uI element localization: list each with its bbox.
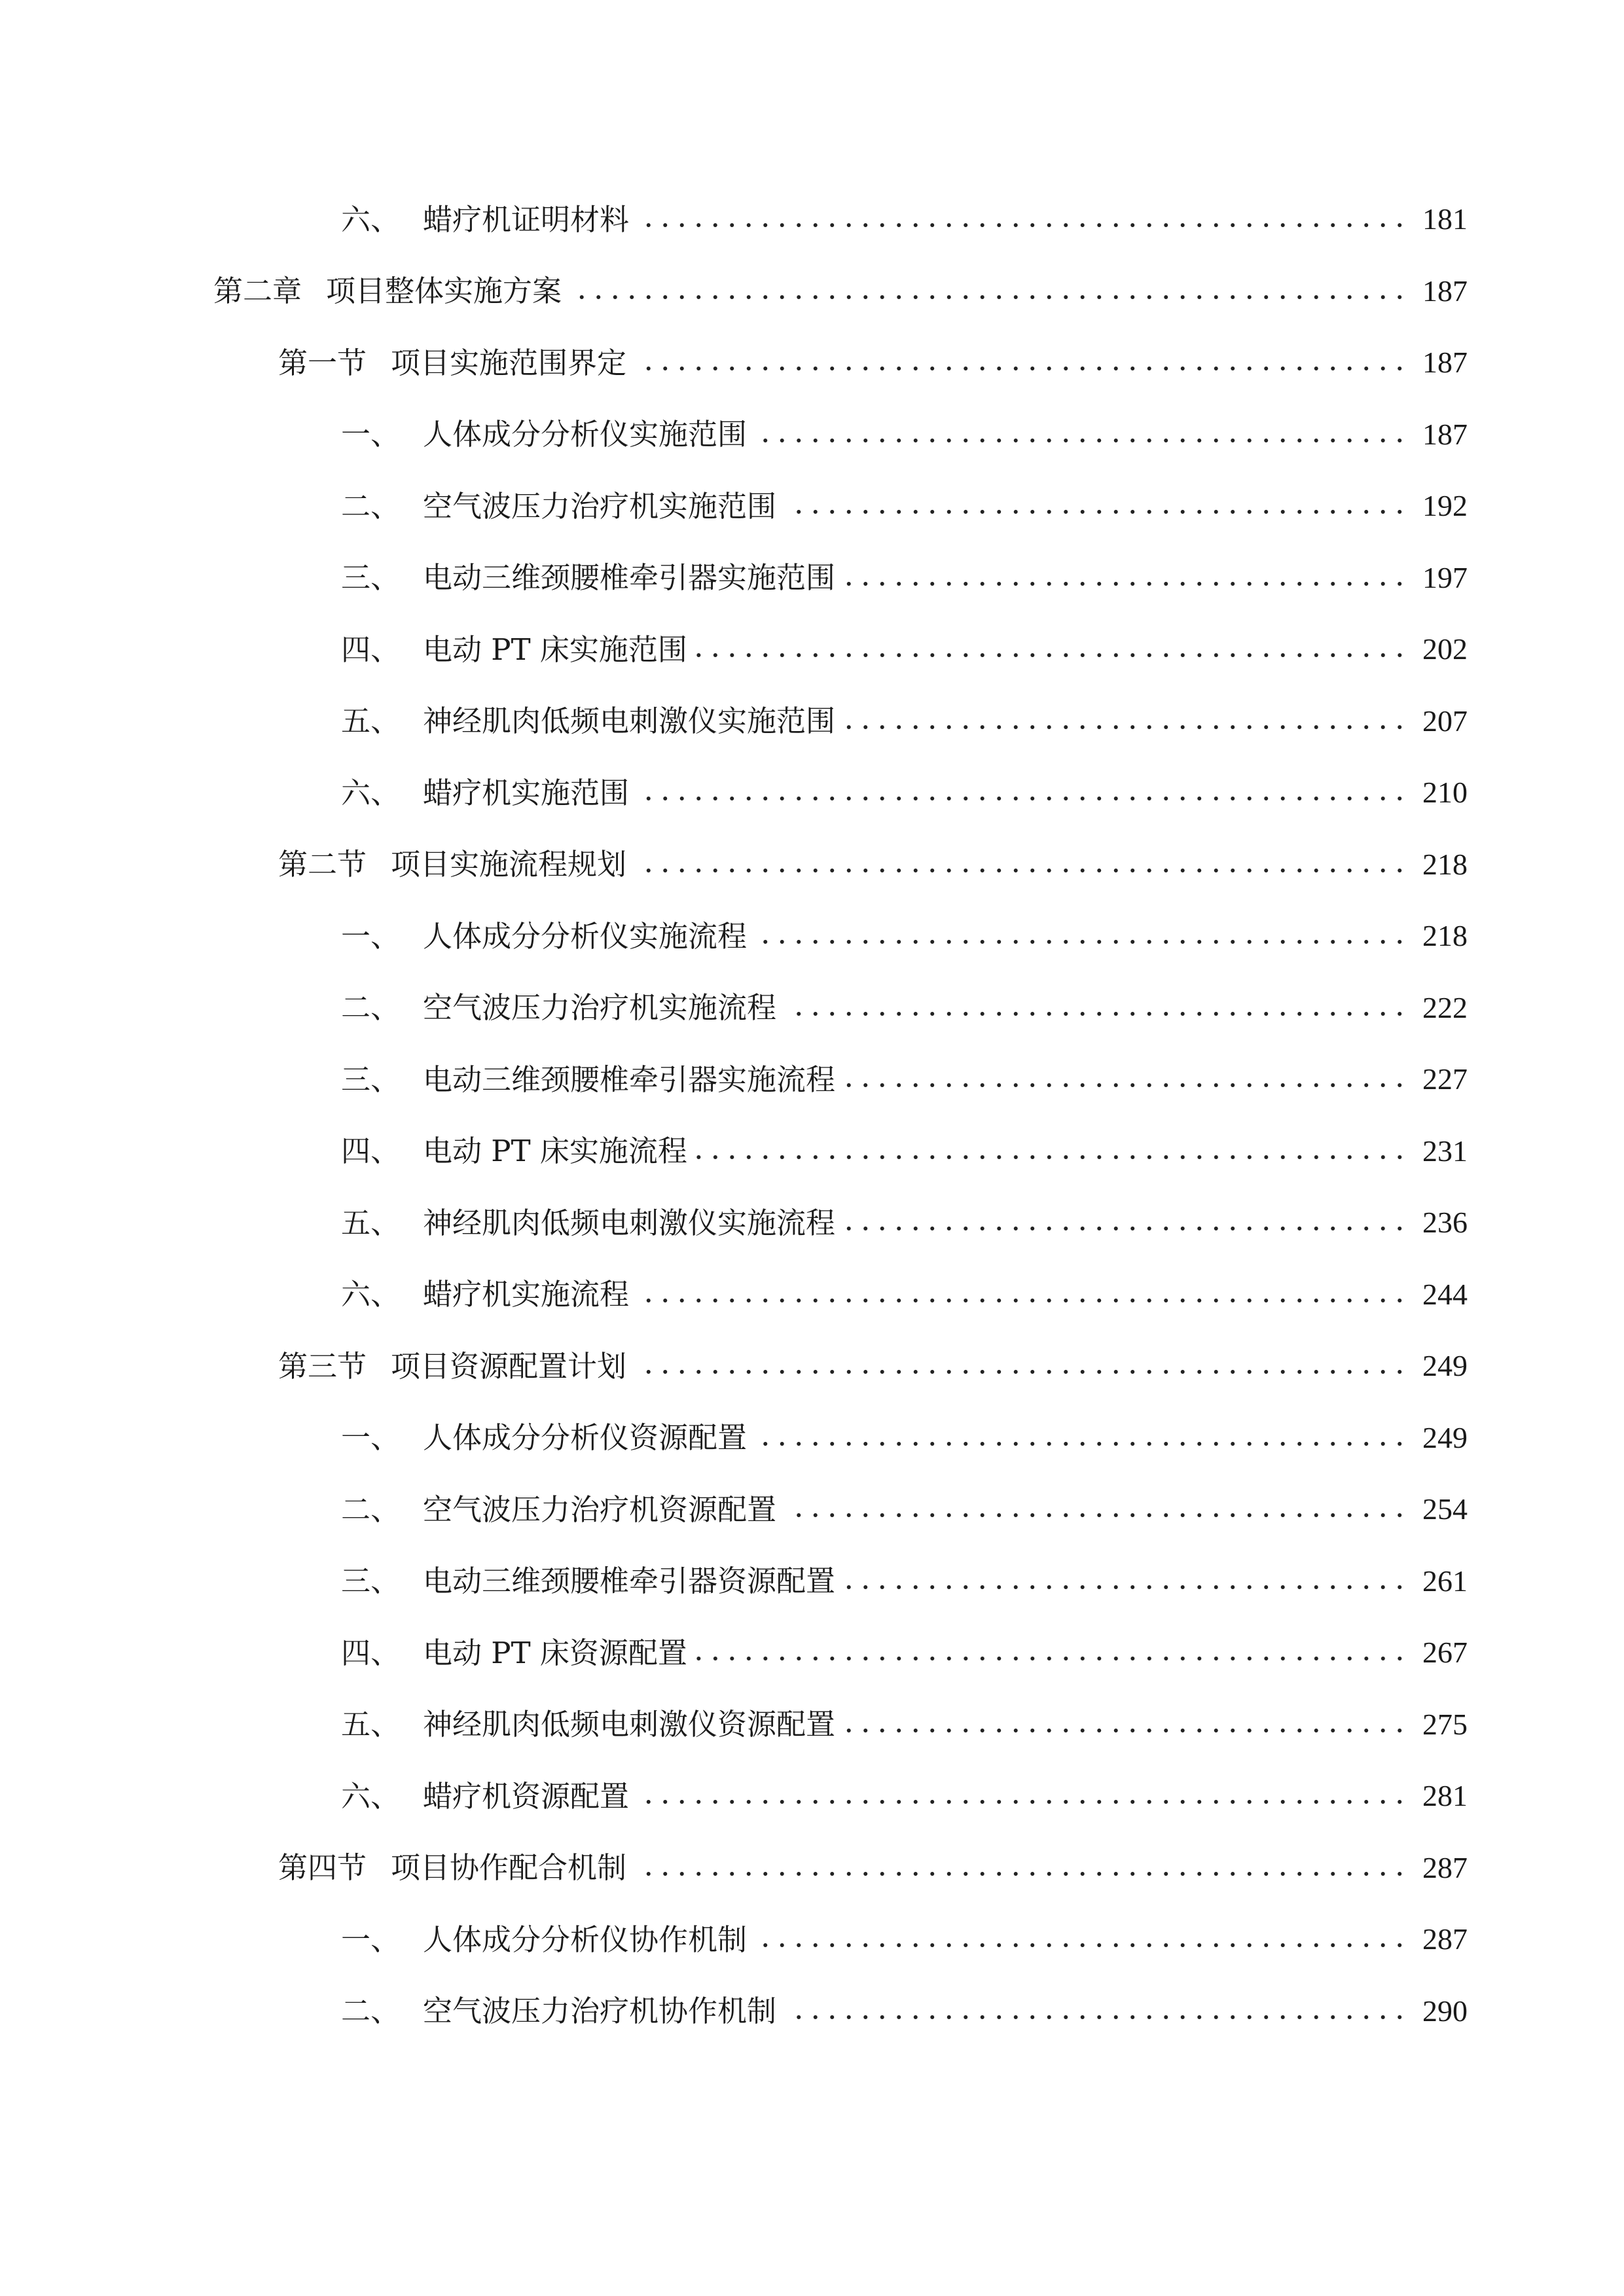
toc-entry[interactable]: [341, 770, 1468, 816]
toc-page-number: 267: [1422, 1636, 1468, 1669]
toc-page-number: 254: [1422, 1492, 1468, 1526]
toc-entry-number: 二、: [341, 1994, 401, 2028]
toc-entry-number: 二、: [341, 1492, 401, 1527]
toc-entry-title: 项目协作配合机制: [391, 1850, 627, 1885]
toc-entry-title: 神经肌肉低频电刺激仪实施范围: [423, 704, 836, 738]
toc-entry-number: 一、: [341, 1420, 401, 1455]
toc-entry-number: 六、: [341, 1778, 401, 1814]
toc-dot-leader: [844, 1224, 1408, 1233]
toc-entry[interactable]: [341, 698, 1468, 744]
toc-page-number: 202: [1422, 632, 1468, 666]
toc-page-number: 210: [1422, 776, 1468, 809]
toc-entry[interactable]: [341, 555, 1468, 601]
toc-entry[interactable]: [341, 1128, 1468, 1174]
toc-entry-title: 空气波压力治疗机协作机制: [423, 1994, 777, 2028]
toc-dot-leader: [756, 1439, 1408, 1448]
toc-entry-title: 人体成分分析仪实施流程: [423, 918, 748, 954]
toc-dot-leader: [638, 221, 1408, 230]
toc-page-number: 187: [1422, 417, 1468, 451]
toc-page-number: 287: [1422, 1922, 1468, 1956]
toc-dot-leader: [638, 794, 1408, 803]
toc-entry-number: 五、: [341, 1205, 401, 1240]
toc-entry-title: 电动三维颈腰椎牵引器资源配置: [423, 1564, 836, 1598]
toc-entry-number: 第四节: [278, 1850, 367, 1885]
toc-dot-leader: [785, 1009, 1408, 1018]
toc-entry[interactable]: [341, 1630, 1468, 1676]
toc-entry-number: 五、: [341, 1707, 401, 1742]
toc-entry[interactable]: [341, 1558, 1468, 1604]
toc-dot-leader: [638, 1296, 1408, 1305]
toc-dot-leader: [636, 1869, 1408, 1878]
toc-page-number: 290: [1422, 1994, 1468, 2028]
toc-page-number: 207: [1422, 704, 1468, 738]
toc-dot-leader: [844, 579, 1408, 588]
toc-entry-number: 五、: [341, 704, 401, 738]
toc-entry[interactable]: [341, 412, 1468, 457]
toc-entry-title: 蜡疗机资源配置: [423, 1778, 630, 1814]
toc-entry-number: 四、: [341, 632, 401, 667]
toc-entry-number: 六、: [341, 775, 401, 810]
toc-entry-title: 项目实施流程规划: [391, 847, 627, 882]
toc-page-number: 222: [1422, 990, 1468, 1024]
toc-entry[interactable]: [341, 1272, 1468, 1318]
toc-dot-leader: [636, 364, 1408, 373]
toc-entry-number: 一、: [341, 417, 401, 452]
toc-dot-leader: [636, 1367, 1408, 1376]
toc-entry-number: 四、: [341, 1134, 401, 1168]
toc-entry-number: 六、: [341, 1277, 401, 1312]
toc-page-number: 231: [1422, 1134, 1468, 1168]
toc-entry-number: 第一节: [278, 345, 367, 380]
toc-page-number: 249: [1422, 1420, 1468, 1454]
toc-entry-number: 一、: [341, 1922, 401, 1957]
toc-dot-leader: [844, 1726, 1408, 1735]
toc-entry-title: 蜡疗机实施流程: [423, 1277, 630, 1312]
toc-entry[interactable]: [278, 1845, 1468, 1891]
toc-page-number: 197: [1422, 560, 1468, 594]
toc-entry-title: 电动 PT 床实施范围: [423, 632, 687, 667]
toc-entry-number: 第二章: [213, 274, 302, 308]
toc-entry-title: 人体成分分析仪实施范围: [423, 417, 748, 452]
toc-dot-leader: [756, 436, 1408, 445]
toc-entry[interactable]: [341, 1773, 1468, 1819]
toc-entry-title: 电动三维颈腰椎牵引器实施范围: [423, 560, 836, 595]
toc-page-number: 181: [1422, 202, 1468, 236]
toc-page-number: 244: [1422, 1277, 1468, 1311]
toc-entry-number: 六、: [341, 202, 401, 237]
toc-dot-leader: [571, 293, 1408, 302]
toc-entry-title: 电动 PT 床资源配置: [423, 1635, 687, 1670]
toc-dot-leader: [844, 1081, 1408, 1090]
toc-entry-number: 二、: [341, 488, 401, 524]
toc-dot-leader: [756, 1941, 1408, 1950]
toc-entry-title: 项目实施范围界定: [391, 345, 627, 380]
toc-entry-title: 项目整体实施方案: [326, 274, 562, 308]
toc-entry-title: 空气波压力治疗机资源配置: [423, 1492, 777, 1527]
toc-dot-leader: [696, 651, 1408, 660]
toc-entry[interactable]: [341, 913, 1468, 959]
toc-entry-number: 三、: [341, 560, 401, 595]
toc-dot-leader: [785, 1511, 1408, 1520]
toc-page-number: 281: [1422, 1779, 1468, 1812]
toc-dot-leader: [756, 937, 1408, 946]
toc-dot-leader: [785, 507, 1408, 516]
toc-entry[interactable]: [278, 340, 1468, 386]
toc-entry[interactable]: [341, 1200, 1468, 1246]
toc-page-number: 192: [1422, 489, 1468, 522]
toc-entry[interactable]: [341, 985, 1468, 1031]
toc-entry-title: 神经肌肉低频电刺激仪实施流程: [423, 1205, 836, 1240]
toc-entry[interactable]: [341, 1486, 1468, 1532]
toc-page-number: 236: [1422, 1206, 1468, 1239]
toc-entry[interactable]: [341, 1916, 1468, 1962]
toc-page-number: 187: [1422, 346, 1468, 379]
toc-entry-number: 第三节: [278, 1348, 367, 1384]
toc-entry-number: 三、: [341, 1062, 401, 1097]
toc-page-number: 218: [1422, 847, 1468, 881]
toc-entry-number: 二、: [341, 990, 401, 1025]
toc-entry[interactable]: [341, 1988, 1468, 2034]
toc-page-number: 227: [1422, 1062, 1468, 1096]
toc-dot-leader: [844, 1583, 1408, 1592]
toc-dot-leader: [696, 1654, 1408, 1663]
toc-entry-title: 项目资源配置计划: [391, 1348, 627, 1384]
toc-entry-title: 人体成分分析仪协作机制: [423, 1922, 748, 1957]
toc-page-number: 261: [1422, 1564, 1468, 1598]
toc-entry-number: 第二节: [278, 847, 367, 882]
toc-entry-title: 空气波压力治疗机实施范围: [423, 488, 777, 524]
toc-dot-leader: [844, 723, 1408, 732]
toc-entry[interactable]: [341, 1415, 1468, 1461]
toc-dot-leader: [696, 1153, 1408, 1162]
toc-entry[interactable]: [341, 626, 1468, 672]
toc-entry[interactable]: [278, 842, 1468, 888]
toc-dot-leader: [636, 866, 1408, 875]
toc-entry[interactable]: [278, 1343, 1468, 1389]
toc-page-number: 249: [1422, 1349, 1468, 1382]
toc-entry-number: 一、: [341, 918, 401, 954]
toc-dot-leader: [638, 1797, 1408, 1806]
toc-page-number: 287: [1422, 1850, 1468, 1884]
toc-entry-number: 四、: [341, 1635, 401, 1670]
toc-page-number: 218: [1422, 919, 1468, 952]
toc-entry-title: 电动 PT 床实施流程: [423, 1134, 687, 1168]
toc-entry-title: 空气波压力治疗机实施流程: [423, 990, 777, 1025]
toc-page-number: 187: [1422, 274, 1468, 308]
toc-entry-title: 蜡疗机证明材料: [423, 202, 630, 237]
toc-entry-title: 电动三维颈腰椎牵引器实施流程: [423, 1062, 836, 1097]
toc-entry[interactable]: [213, 268, 1468, 314]
toc-page-number: 275: [1422, 1707, 1468, 1741]
toc-entry-title: 神经肌肉低频电刺激仪资源配置: [423, 1707, 836, 1742]
toc-entry[interactable]: [341, 1702, 1468, 1748]
toc-entry-title: 人体成分分析仪资源配置: [423, 1420, 748, 1455]
toc-entry[interactable]: [341, 1056, 1468, 1102]
toc-entry-number: 三、: [341, 1564, 401, 1598]
toc-entry[interactable]: [341, 196, 1468, 242]
toc-entry-title: 蜡疗机实施范围: [423, 775, 630, 810]
toc-entry[interactable]: [341, 483, 1468, 529]
toc-dot-leader: [785, 2013, 1408, 2022]
